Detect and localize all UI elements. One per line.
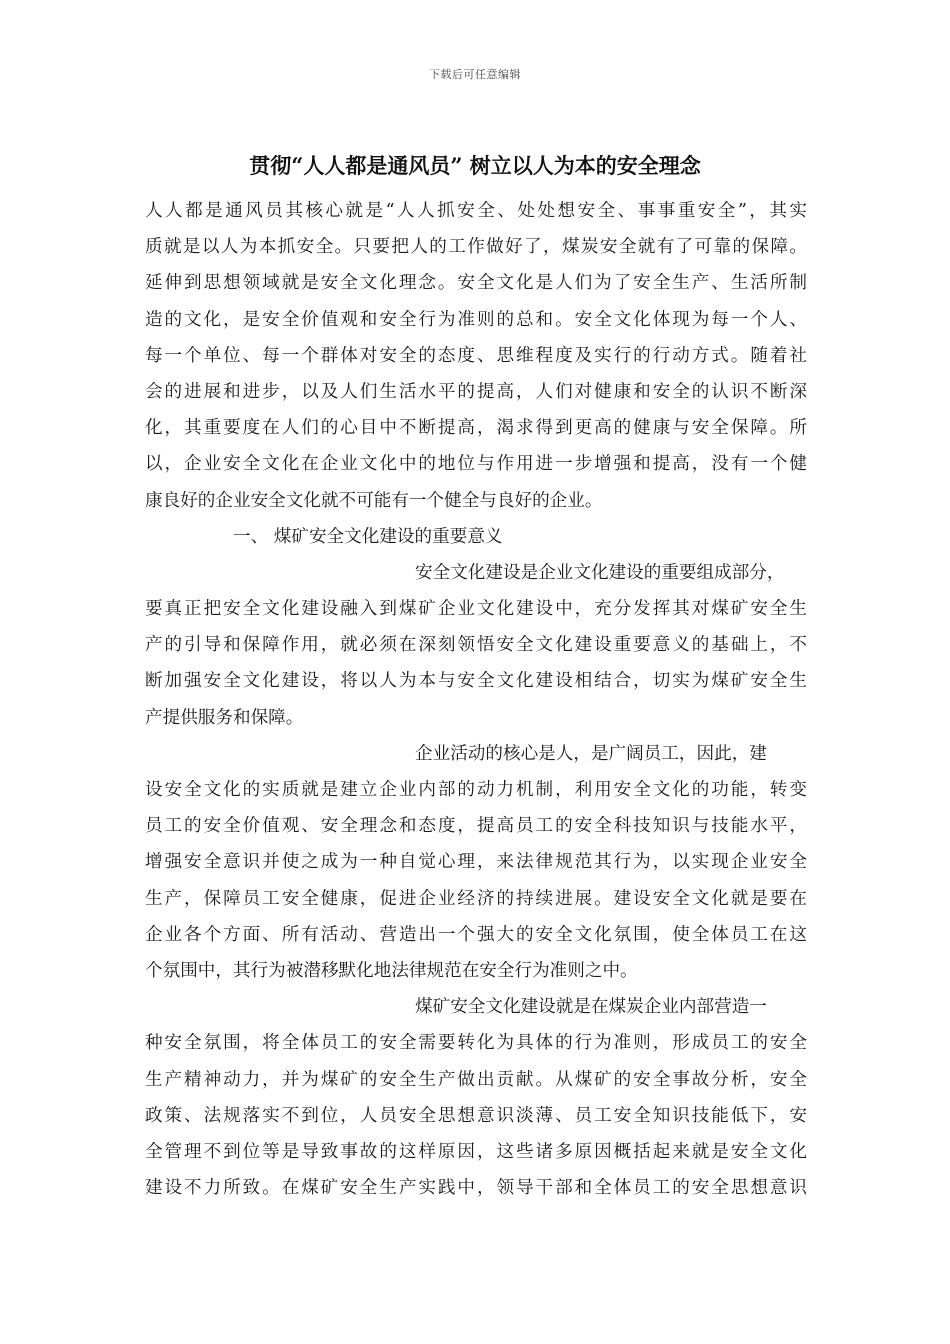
body-line: 生产精神动力，并为煤矿的安全生产做出贡献。从煤矿的安全事故分析，安全 <box>145 1069 807 1090</box>
body-line: 个氛围中，其行为被潜移默化地法律规范在安全行为准则之中。 <box>145 960 638 981</box>
body-line: 员工的安全价值观、安全理念和态度，提高员工的安全科技知识与技能水平， <box>145 816 807 837</box>
body-line: 康良好的企业安全文化就不可能有一个健全与良好的企业。 <box>145 490 603 511</box>
body-line: 全管理不到位等是导致事故的这样原因，这些诸多原因概括起来就是安全文化 <box>145 1141 807 1162</box>
body-line: 会的进展和进步，以及人们生活水平的提高，人们对健康和安全的认识不断深 <box>145 381 807 402</box>
body-line: 断加强安全文化建设，将以人为本与安全文化建设相结合，切实为煤矿安全生 <box>145 671 807 692</box>
document-title: 贯彻“人人都是通风员” 树立以人为本的安全理念 <box>249 153 701 178</box>
body-line: 建设不力所致。在煤矿安全生产实践中，领导干部和全体员工的安全思想意识 <box>145 1178 807 1199</box>
page-header-note: 下载后可任意编辑 <box>429 68 521 81</box>
document-body <box>145 193 807 1206</box>
body-line: 产的引导和保障作用，就必须在深刻领悟安全文化建设重要意义的基础上，不 <box>145 635 807 656</box>
body-line: 质就是以人为本抓安全。只要把人的工作做好了，煤炭安全就有了可靠的保障。 <box>145 237 807 258</box>
section-heading: 一、 煤矿安全文化建设的重要意义 <box>233 526 503 547</box>
body-line: 延伸到思想领域就是安全文化理念。安全文化是人们为了安全生产、生活所制 <box>145 273 807 294</box>
body-line: 要真正把安全文化建设融入到煤矿企业文化建设中，充分发挥其对煤矿安全生 <box>145 599 807 620</box>
paragraph-first-line: 煤矿安全文化建设就是在煤炭企业内部营造一 <box>415 997 767 1018</box>
body-line: 政策、法规落实不到位，人员安全思想意识淡薄、员工安全知识技能低下，安 <box>145 1105 807 1126</box>
body-line: 种安全氛围，将全体员工的安全需要转化为具体的行为准则，形成员工的安全 <box>145 1033 807 1054</box>
paragraph-first-line: 安全文化建设是企业文化建设的重要组成部分， <box>415 562 785 583</box>
paragraph-first-line: 企业活动的核心是人，是广阔员工，因此，建 <box>415 743 767 764</box>
body-line: 企业各个方面、所有活动、营造出一个强大的安全文化氛围，使全体员工在这 <box>145 924 807 945</box>
body-line: 造的文化，是安全价值观和安全行为准则的总和。安全文化体现为每一个人、 <box>145 309 807 330</box>
body-line: 增强安全意识并使之成为一种自觉心理，来法律规范其行为，以实现企业安全 <box>145 852 807 873</box>
body-line: 化，其重要度在人们的心目中不断提高，渴求得到更高的健康与安全保障。所 <box>145 418 807 439</box>
body-line: 生产，保障员工安全健康，促进企业经济的持续进展。建设安全文化就是要在 <box>145 888 807 909</box>
body-line: 设安全文化的实质就是建立企业内部的动力机制，利用安全文化的功能，转变 <box>145 780 807 800</box>
body-line: 产提供服务和保障。 <box>145 707 304 728</box>
body-line: 以，企业安全文化在企业文化中的地位与作用进一步增强和提高，没有一个健 <box>145 454 807 475</box>
body-line: 每一个单位、每一个群体对安全的态度、思维程度及实行的行动方式。随着社 <box>145 345 807 366</box>
body-line: 人人都是通风员其核心就是“人人抓安全、处处想安全、事事重安全”，其实 <box>145 201 807 221</box>
